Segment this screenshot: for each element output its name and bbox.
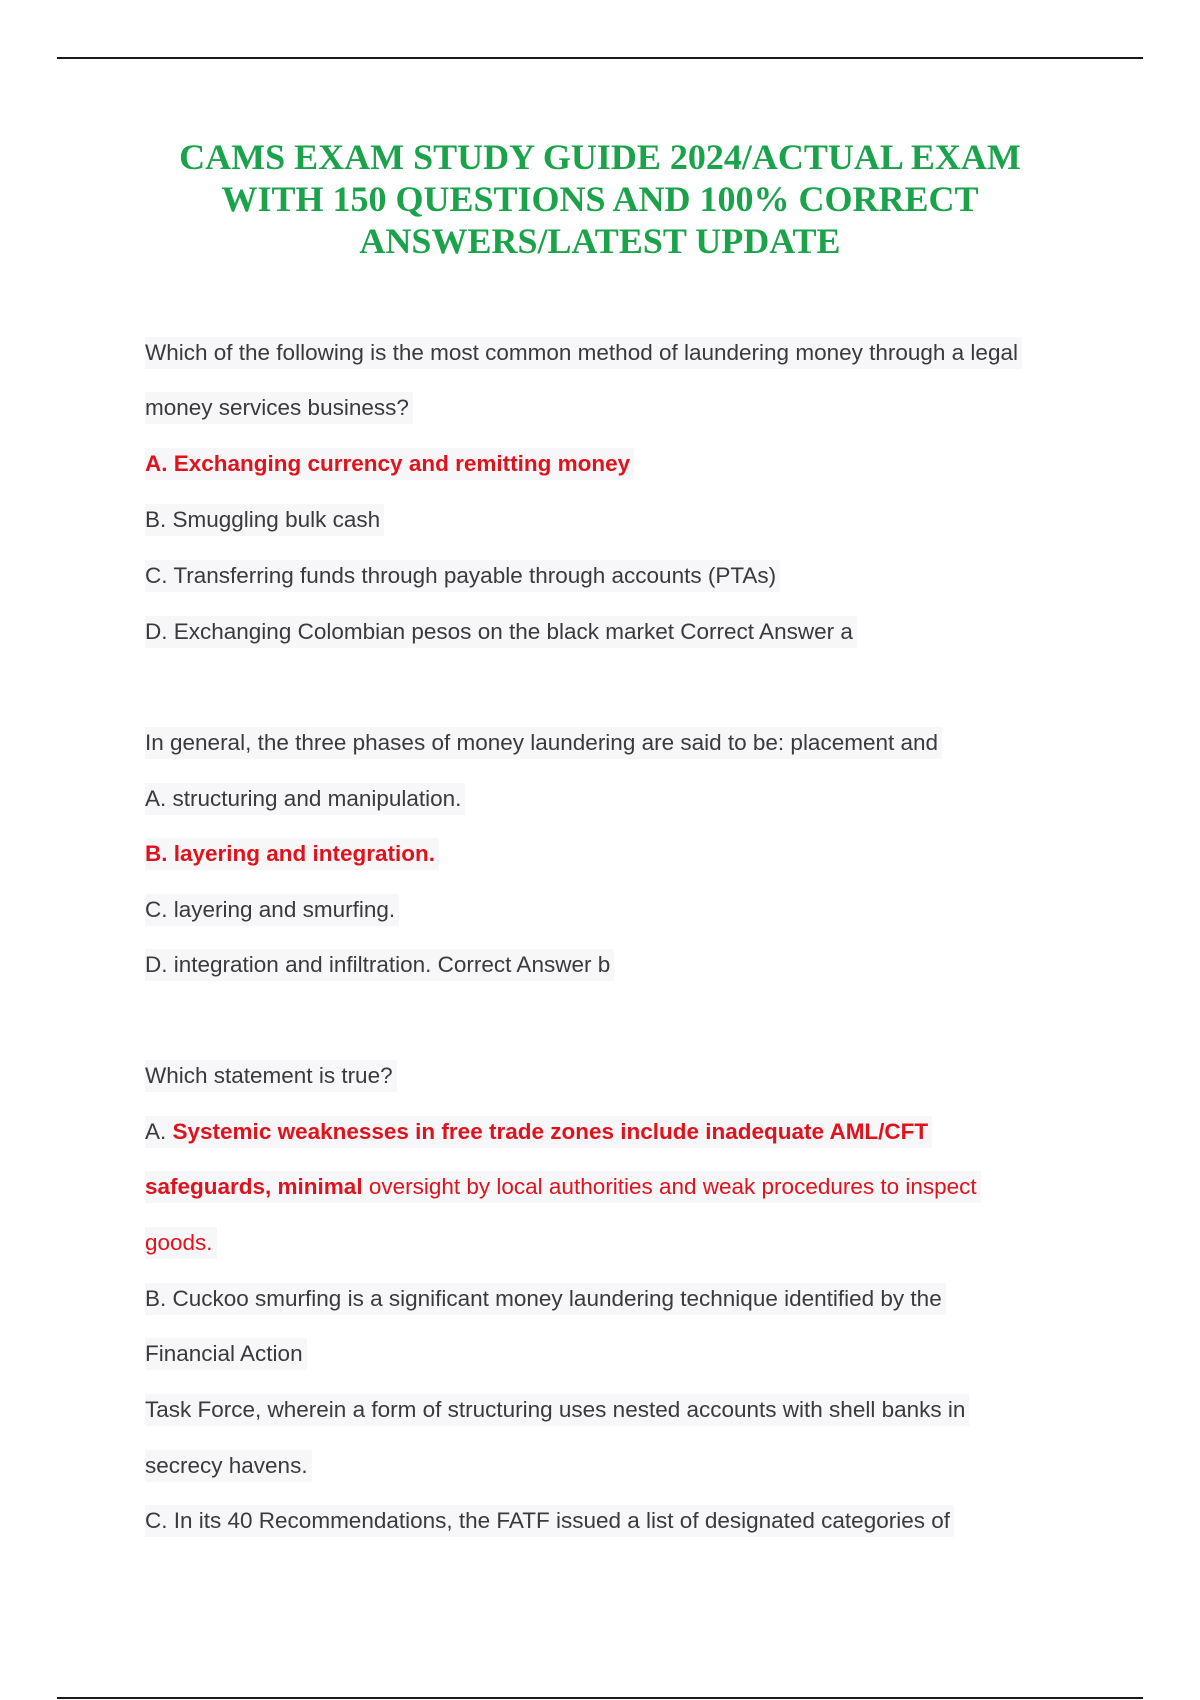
question-3-option-b-line-3: Task Force, wherein a form of structuring uses nested accounts with shell banks in [145,1394,969,1426]
question-1-option-c: C. Transferring funds through payable through accounts (PTAs) [145,560,780,592]
question-3-option-a-bold-2: safeguards, minimal [145,1174,363,1199]
question-2-option-d: D. integration and infiltration. Correct Answer b [145,949,614,981]
question-1-option-b: B. Smuggling bulk cash [145,504,384,536]
question-3-option-b-line-1: B. Cuckoo smurfing is a significant money laundering technique identified by the [145,1283,946,1315]
bottom-rule [57,1697,1143,1699]
document-title [120,136,1080,262]
question-3-stem: Which statement is true? [145,1060,397,1092]
question-1-stem-line-1: Which of the following is the most common method of laundering money through a legal [145,337,1022,369]
question-3-option-a-line-3: goods. [145,1227,217,1259]
question-3-option-a-prefix: A. [145,1119,173,1144]
top-rule [57,57,1143,59]
question-1-option-a-correct: A. Exchanging currency and remitting money [145,448,634,480]
question-3-option-b-line-2: Financial Action [145,1338,307,1370]
question-3-option-a-line-2 [145,1171,981,1203]
question-3-option-a-line-1 [145,1116,932,1148]
title-line-2: WITH 150 QUESTIONS AND 100% CORRECT [221,179,979,219]
question-2-option-c: C. layering and smurfing. [145,894,399,926]
question-2-option-b-correct: B. layering and integration. [145,838,439,870]
question-3-option-a-rest-2: oversight by local authorities and weak procedures to inspect [362,1174,977,1199]
question-1-stem-line-2: money services business? [145,392,413,424]
title-line-1: CAMS EXAM STUDY GUIDE 2024/ACTUAL EXAM [179,137,1021,177]
title-line-3: ANSWERS/LATEST UPDATE [359,221,841,261]
question-3-option-b-line-4: secrecy havens. [145,1450,312,1482]
question-3-option-c: C. In its 40 Recommendations, the FATF issued a list of designated categories of [145,1505,954,1537]
question-3-option-a-bold-1: Systemic weaknesses in free trade zones include inadequate AML/CFT [172,1119,929,1144]
question-2-stem: In general, the three phases of money laundering are said to be: placement and [145,727,942,759]
question-1-option-d: D. Exchanging Colombian pesos on the black market Correct Answer a [145,616,857,648]
question-2-option-a: A. structuring and manipulation. [145,783,465,815]
